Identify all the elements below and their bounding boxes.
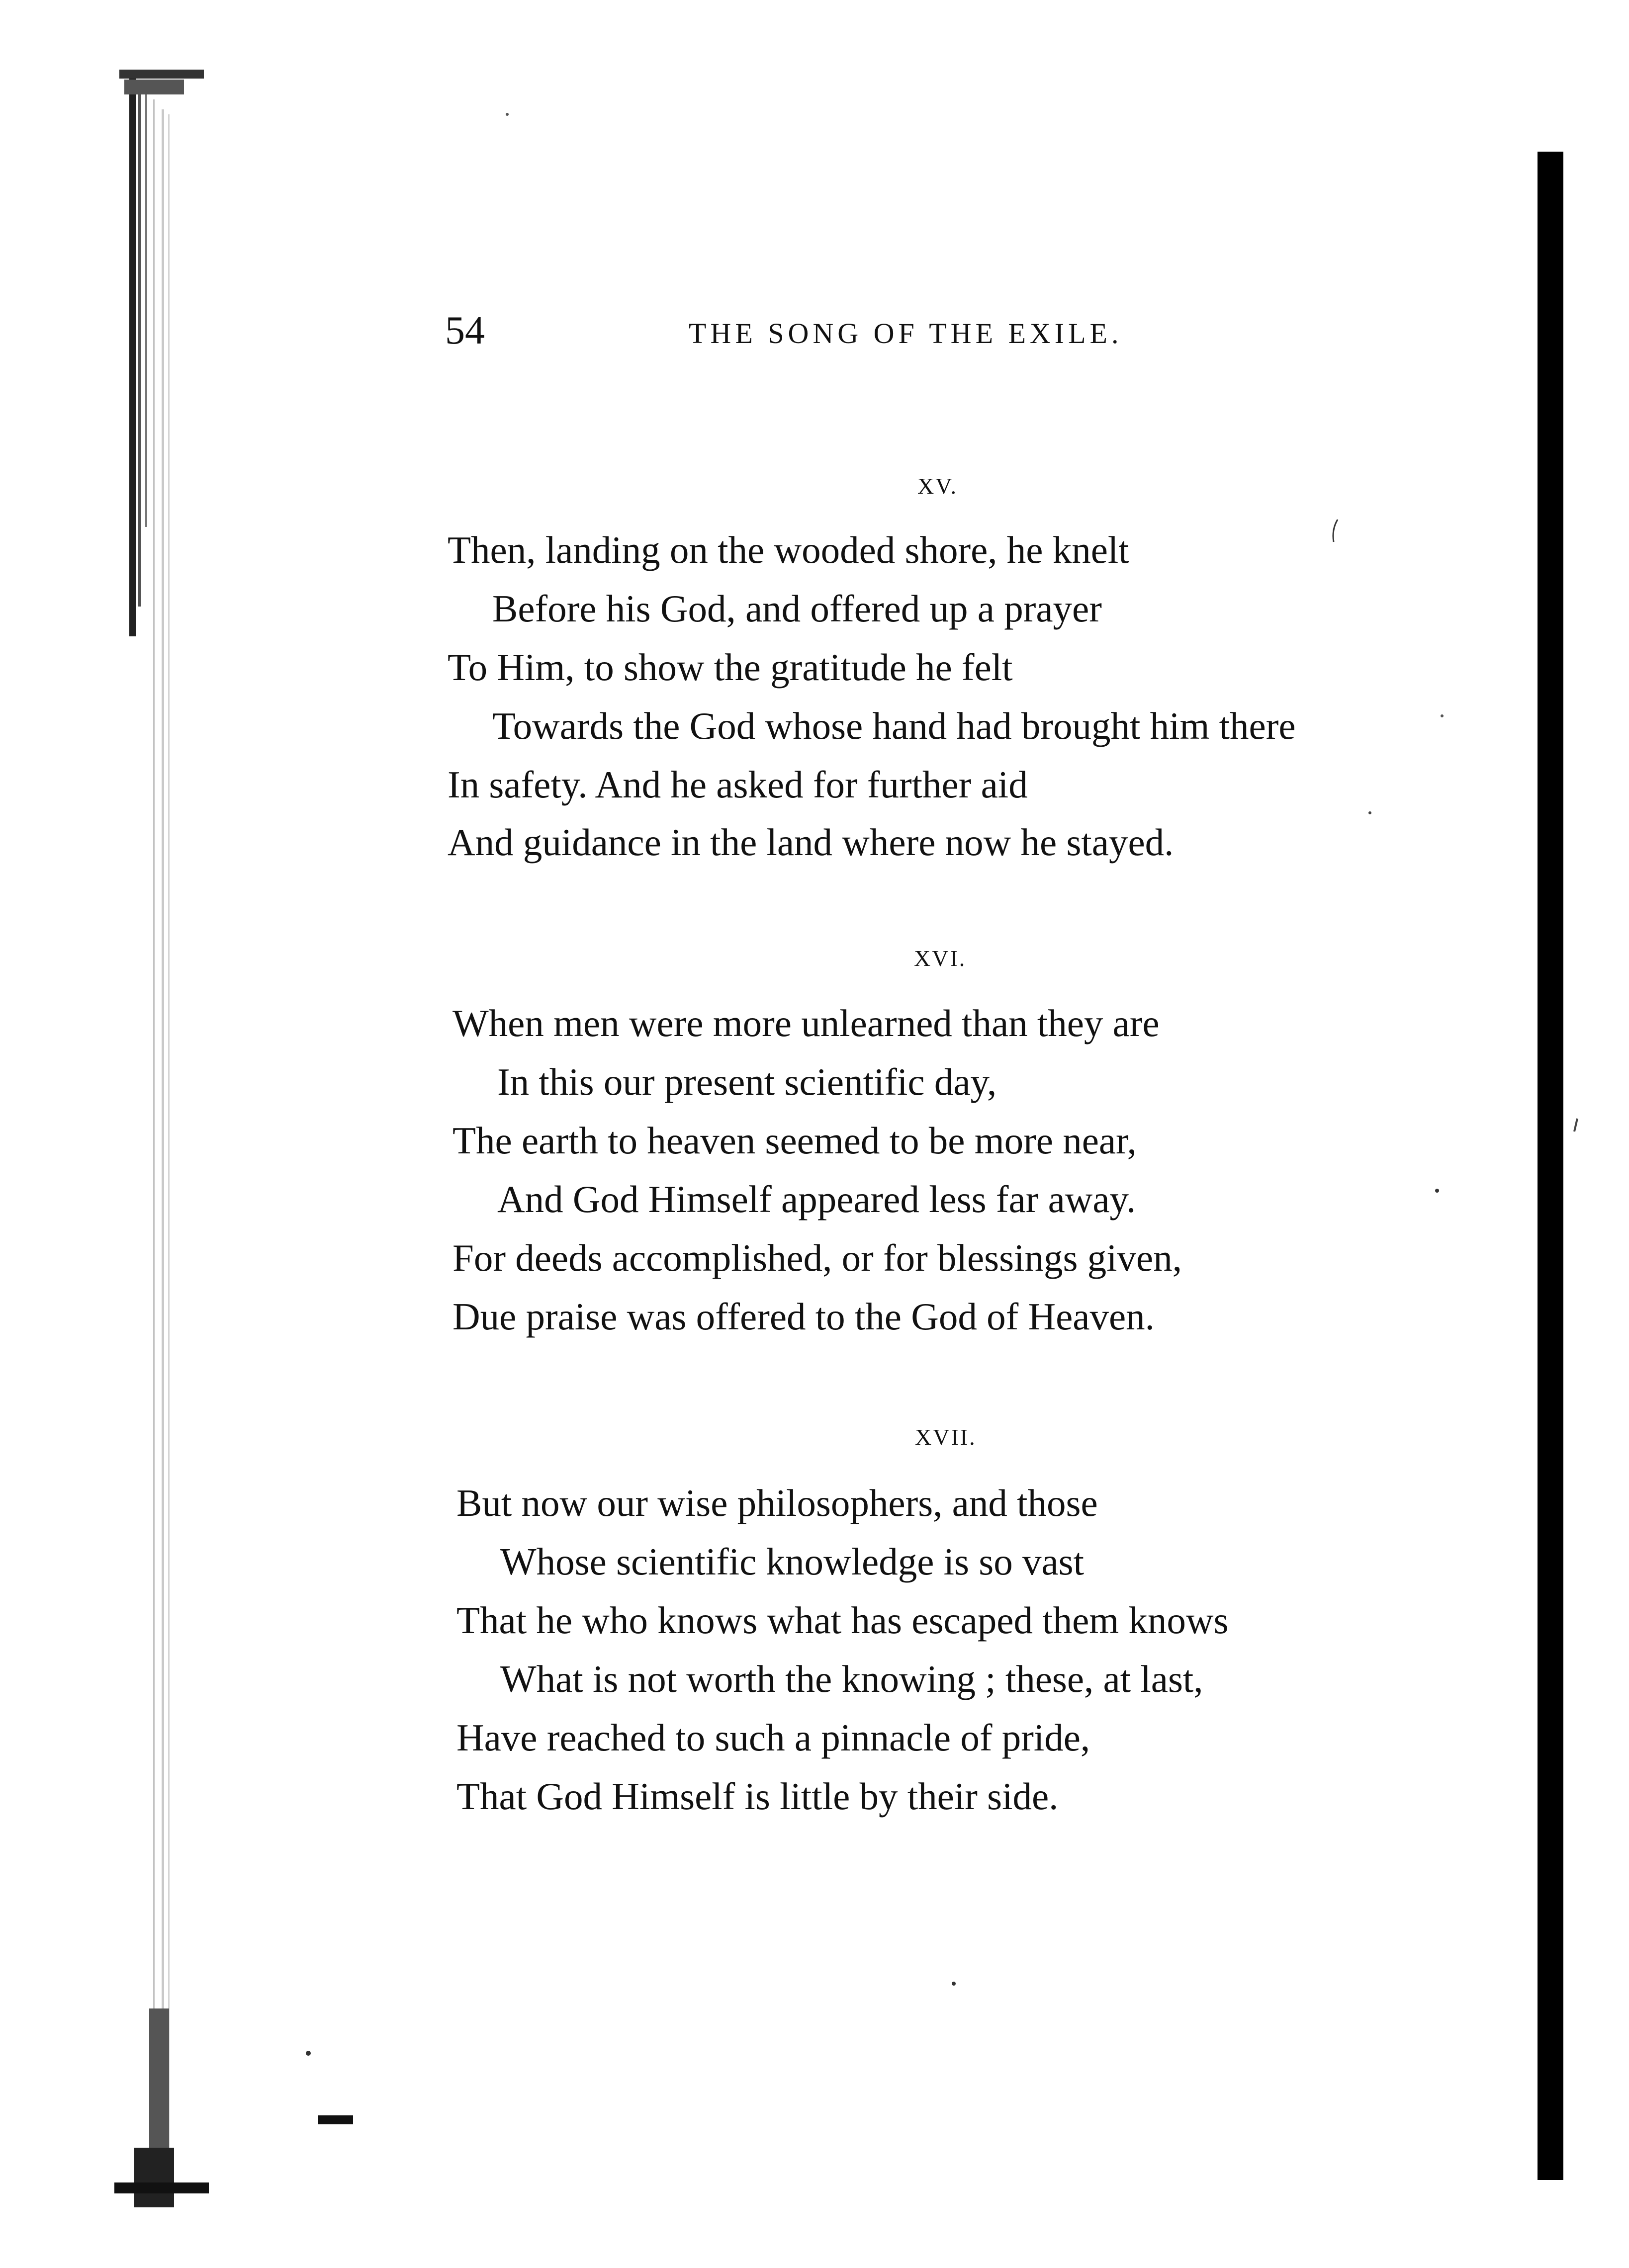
verse-line: The earth to heaven seemed to be more near, [452,1119,1137,1162]
verse-line: Then, landing on the wooded shore, he knelt [448,528,1129,571]
verse-line: And guidance in the land where now he stayed. [448,821,1174,864]
stanza-numeral: XVI. [914,946,967,971]
running-head: THE SONG OF THE EXILE. [689,317,1123,349]
verse-line: To Him, to show the gratitude he felt [448,646,1013,689]
verse-line: And God Himself appeared less far away. [497,1178,1136,1221]
verse-line: That he who knows what has escaped them knows [456,1599,1229,1642]
verse-line: Have reached to such a pinnacle of pride, [456,1716,1090,1759]
page-binding-edge [114,70,209,2222]
scan-edge-bar [1538,152,1563,2180]
verse-line: That God Himself is little by their side. [456,1775,1059,1818]
verse-line: Towards the God whose hand had brought him there [492,704,1296,747]
verse-line: In safety. And he asked for further aid [448,763,1028,806]
verse-line: Due praise was offered to the God of Heaven. [452,1295,1155,1338]
verse-line: When men were more unlearned than they are [452,1002,1160,1045]
stanza-numeral: XVII. [915,1424,977,1450]
verse-line: What is not worth the knowing ; these, at last, [500,1657,1203,1700]
verse-line: Whose scientific knowledge is so vast [500,1540,1084,1583]
verse-line: Before his God, and offered up a prayer [492,587,1102,630]
verse-line: For deeds accomplished, or for blessings given, [452,1236,1182,1279]
verse-line: In this our present scientific day, [497,1060,997,1103]
page-number: 54 [445,309,485,352]
stanza-numeral: XV. [917,473,958,499]
verse-line: But now our wise philosophers, and those [456,1482,1098,1524]
